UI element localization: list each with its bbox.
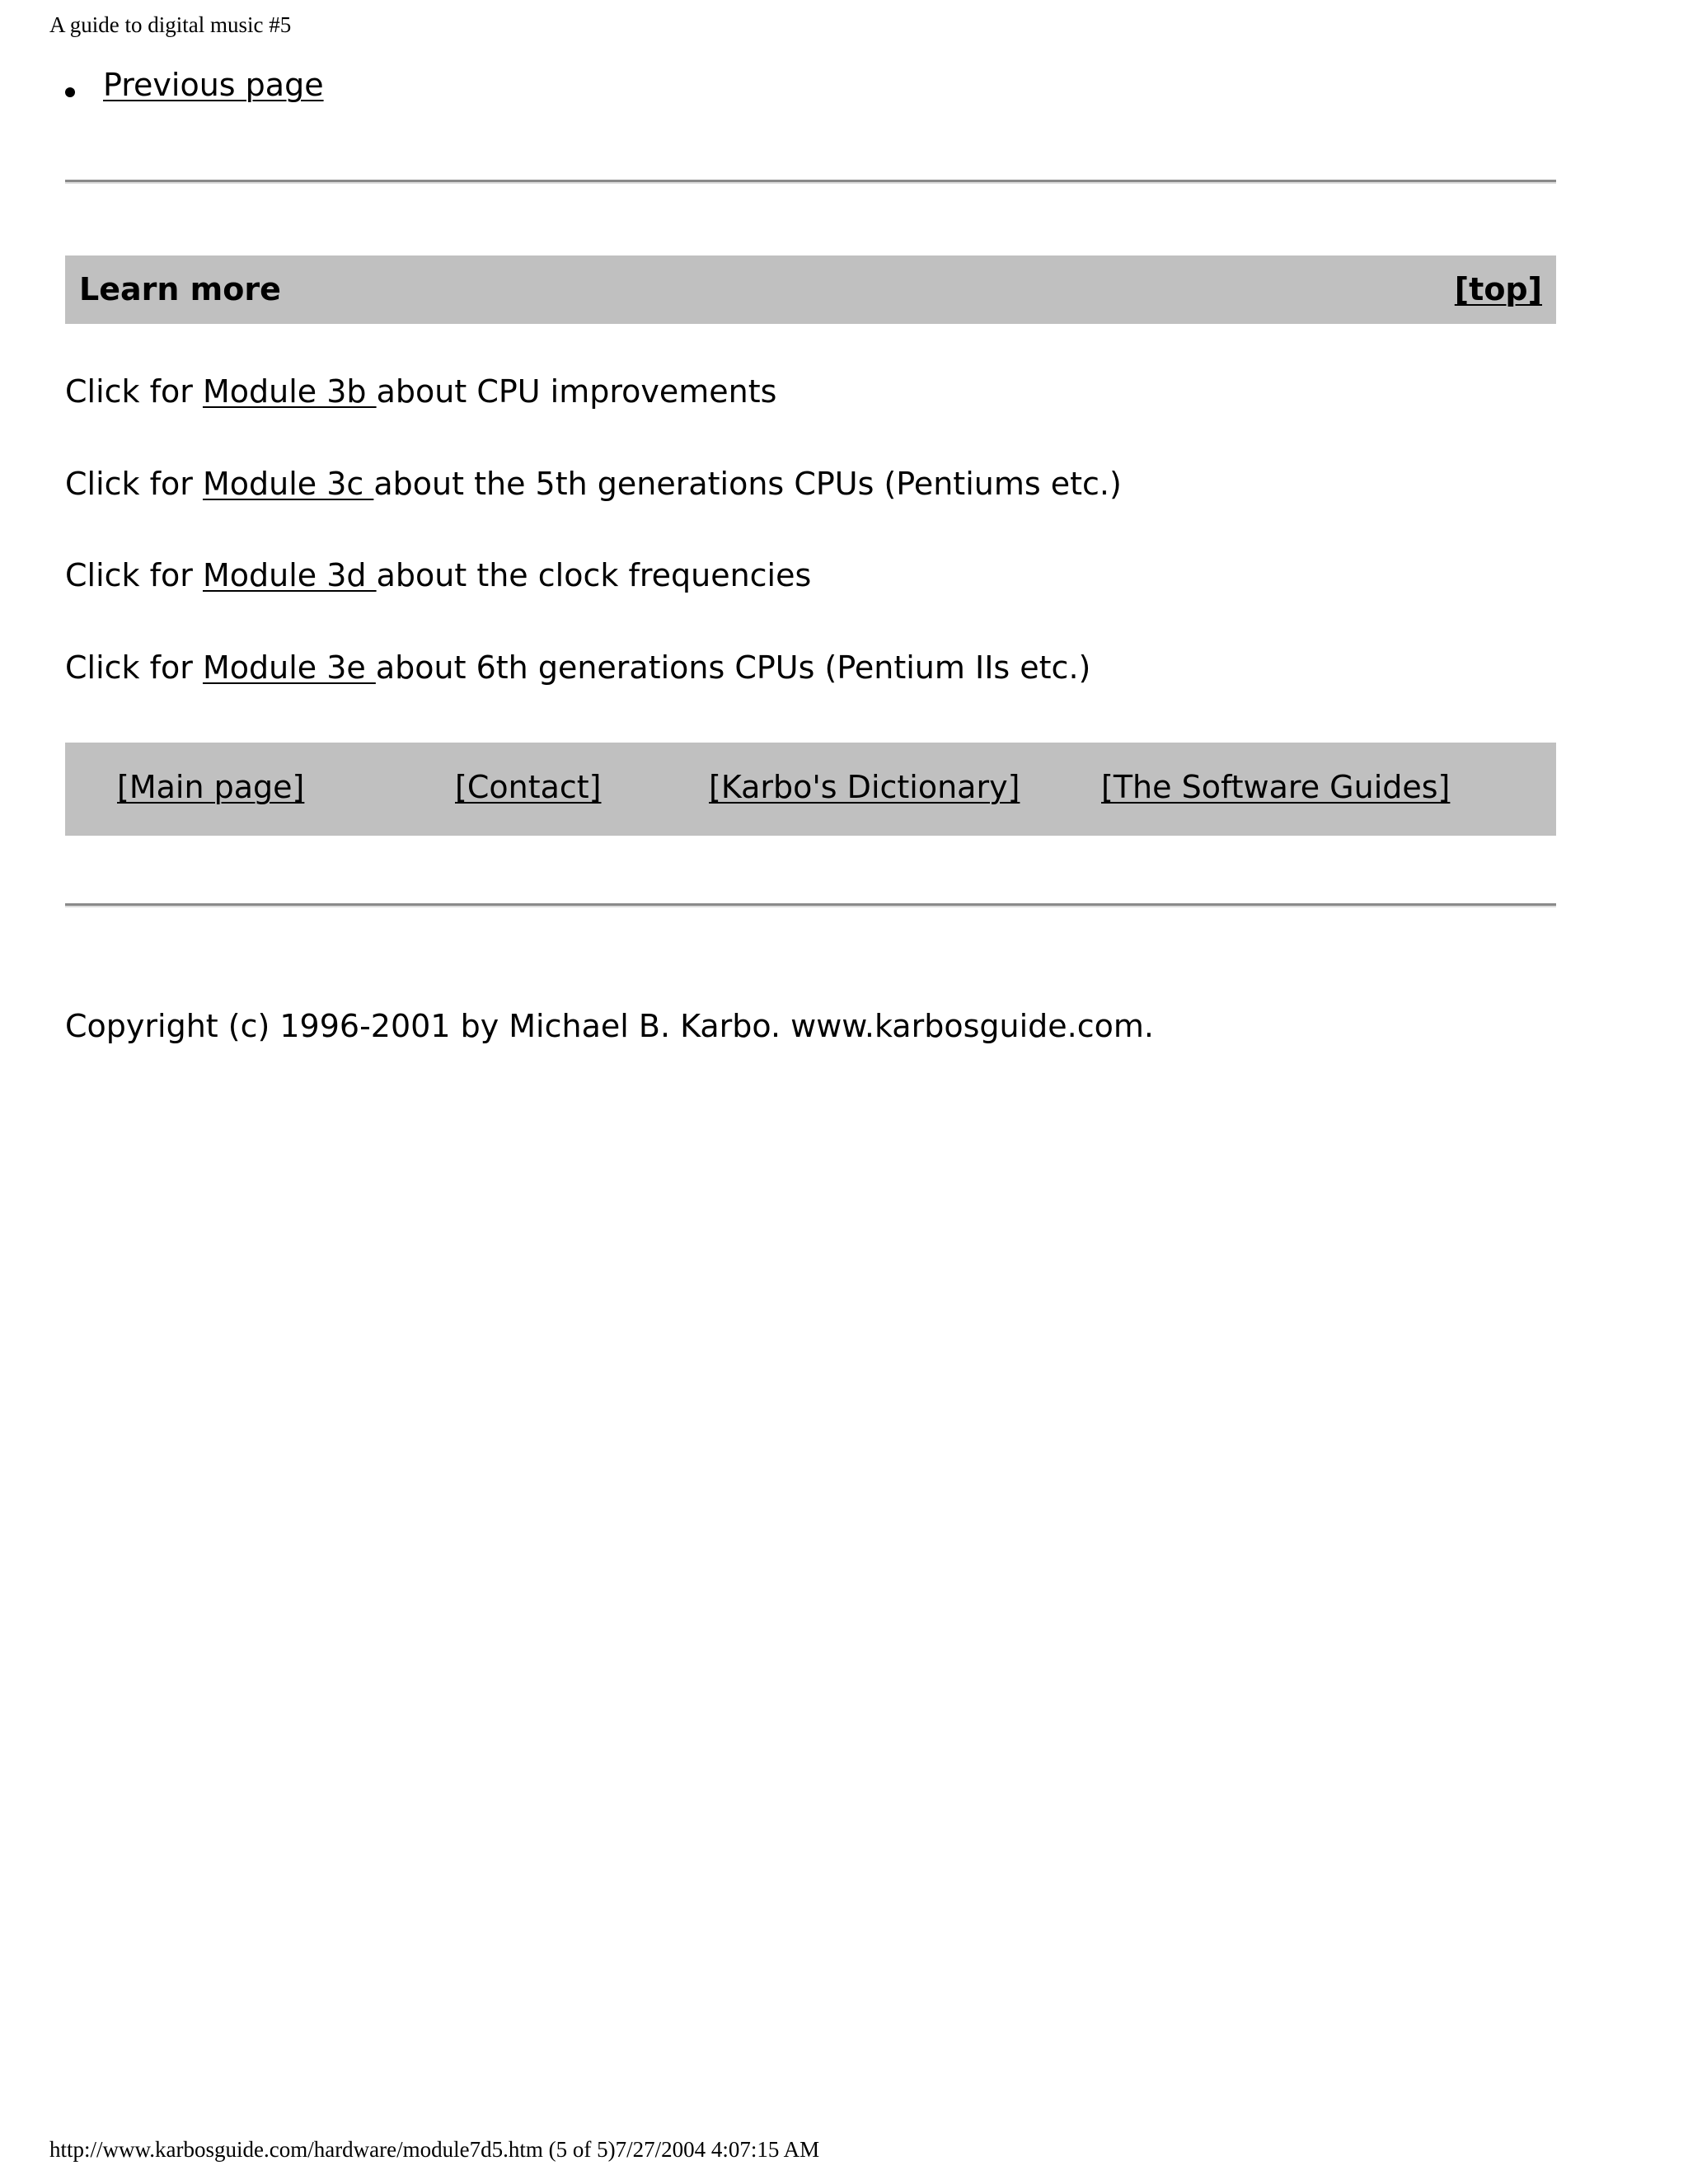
module-3d-link[interactable]: Module 3d [202, 557, 377, 593]
module-3e-line [65, 645, 1090, 690]
module-3c-link[interactable]: Module 3c [202, 466, 374, 502]
print-footer: http://www.karbosguide.com/hardware/module7d5.htm (5 of 5)7/27/2004 4:07:15 AM [49, 2137, 820, 2162]
list-item [0, 63, 324, 107]
contact-link[interactable]: [Contact] [455, 769, 602, 805]
module-description: about 6th generations CPUs (Pentium IIs etc.) [375, 649, 1091, 686]
main-page-link[interactable]: [Main page] [117, 769, 305, 805]
module-3b-link[interactable]: Module 3b [202, 373, 377, 410]
module-description: about the clock frequencies [376, 557, 812, 593]
module-prefix: Click for [65, 466, 203, 502]
module-prefix: Click for [65, 649, 203, 686]
previous-page-link[interactable]: Previous page [103, 67, 324, 103]
module-3b-line [65, 369, 776, 414]
module-prefix: Click for [65, 373, 203, 410]
horizontal-divider [65, 180, 1556, 184]
module-prefix: Click for [65, 557, 203, 593]
module-3d-line [65, 553, 811, 598]
software-guides-link[interactable]: [The Software Guides] [1101, 769, 1451, 805]
footer-nav-bar [65, 743, 1556, 836]
module-3c-line [65, 462, 1122, 506]
print-header: A guide to digital music #5 [49, 12, 292, 37]
module-description: about the 5th generations CPUs (Pentiums etc.) [373, 466, 1122, 502]
bullet-icon [65, 87, 75, 97]
section-title: Learn more [79, 271, 281, 307]
top-link[interactable]: [top] [1454, 271, 1542, 307]
copyright-notice: Copyright (c) 1996-2001 by Michael B. Karbo. www.karbosguide.com. [65, 1008, 1154, 1044]
previous-page-list [0, 63, 324, 107]
module-3e-link[interactable]: Module 3e [202, 649, 376, 686]
learn-more-header [65, 255, 1556, 324]
horizontal-divider [65, 903, 1556, 907]
module-description: about CPU improvements [376, 373, 777, 410]
dictionary-link[interactable]: [Karbo's Dictionary] [709, 769, 1020, 805]
